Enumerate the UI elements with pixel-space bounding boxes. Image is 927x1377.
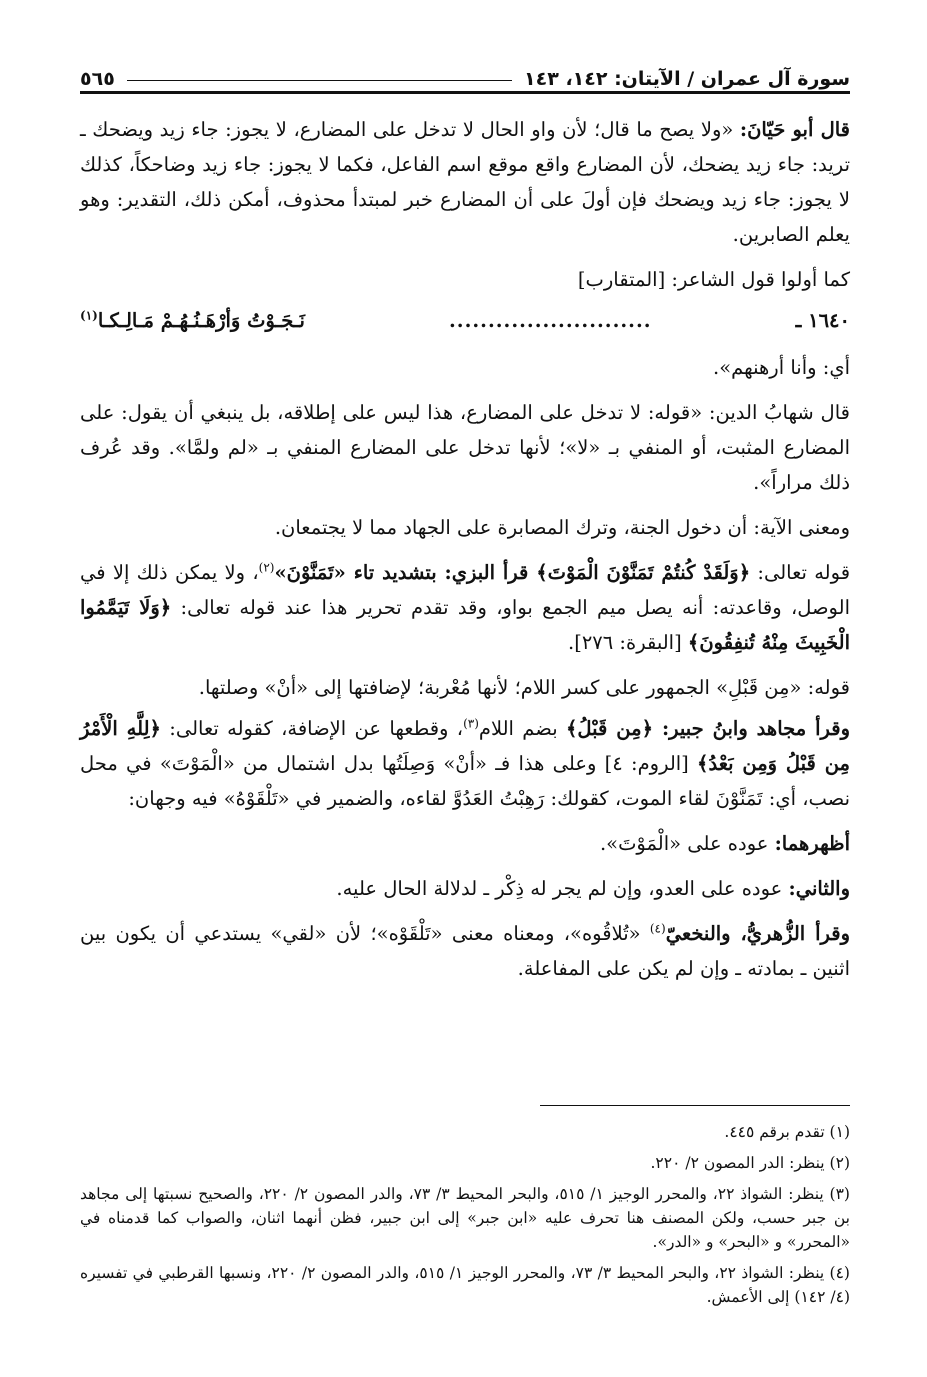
- paragraph-mujahid: [80, 711, 850, 816]
- quran-verse: ﴿وَلَقَدْ كُنتُمْ تَمَنَّوْنَ الْمَوْتَ﴾: [536, 561, 751, 584]
- quoted-word: «تَمَنَّوْنَ»: [274, 561, 354, 584]
- paragraph-shihab: قال شهابُ الدين: «قوله: لا تدخل على المضارع، هذا ليس على إطلاقه، بل ينبغي أن يقول: على المضارع المثبت، أو المنفي بـ «لا»؛ لأنها تدخل على المضارع المنفي بـ «لم ولمَّا». وقد عُرف ذلك مراراً».: [80, 401, 850, 494]
- paragraph-min-qabli: قوله: «مِن قَبْلِ» الجمهور على كسر اللام؛ لأنها مُعْربة؛ لإضافتها إلى «أنْ» وصلتها.: [198, 676, 850, 699]
- poem-verse-text: نَـجَـوْتُ وَأرْهَـنُـهُـمْ مَـالِـكـا: [97, 309, 305, 332]
- term-label: أظهرهما:: [774, 832, 850, 855]
- footnote-3: (٣) ينظر: الشواذ ٢٢، والمحرر الوجيز ١/ ٥١٥، والبحر المحيط ٣/ ٧٣، والدر المصون ٢/ ٢٢٠، والصحيح نسبتها إلى مجاهد بن جبر حسب، ولكن المصنف هنا تحرف عليه «ابن جبر» إلى ابن جبير، فظن أنهما اثنان، والصواب كما قدمناه في «المحرر» و «البحر» و «الدر».: [80, 1185, 850, 1251]
- reader-name: وقرأ الزُّهريُّ، والنخعيّ: [665, 922, 850, 945]
- quran-verse: ﴿لِلَّهِ الْأَمْرُ مِن قَبْلُ وَمِن بَعْدُ﴾: [80, 717, 851, 775]
- footnote-ref: (٢): [258, 560, 275, 575]
- paragraph-verse-meaning: ومعنى الآية: أن دخول الجنة، وترك المصابرة على الجهاد مما لا يجتمعان.: [274, 516, 850, 539]
- poem-line: [80, 303, 850, 338]
- footnote-4: (٤) ينظر: الشواذ ٢٢، والبحر المحيط ٣/ ٧٣، والمحرر الوجيز ١/ ٥١٥، والدر المصون ٢/ ٢٢٠، ونسبها القرطبي في تفسيره (٤/ ١٤٢) إلى الأعمش.: [80, 1264, 850, 1306]
- paragraph-text: [الروم: ٤] وعلى هذا فـ «أنْ» وَصِلَتُها بدل اشتمال من «الْمَوْتَ» في محل نصب، أي: تَمَنَّوْنَ لقاء الموت، كقولك: رَهِبْتُ العَدُوَّ لقاءه، والضمير في «تَلْقَوْهُ» فيه وجهان:: [80, 752, 850, 810]
- footnote-2: (٢) ينظر: الدر المصون ٢/ ٢٢٠.: [650, 1154, 850, 1172]
- footnote-1: (١) تقدم برقم ٤٤٥.: [724, 1123, 850, 1141]
- quran-verse: ﴿وَلَا تَيَمَّمُوا الْخَبِيثَ مِنْهُ تُنفِقُونَ﴾: [80, 596, 850, 654]
- term-label: والثاني:: [788, 877, 850, 900]
- main-text: [80, 112, 850, 986]
- paragraph-text: ، وقطعها عن الإضافة، كقوله تعالى:: [160, 717, 464, 740]
- footnotes: [80, 1105, 850, 1316]
- page: [80, 52, 850, 996]
- header-rule: [80, 91, 850, 94]
- poem-number: ١٦٤٠ ـ: [795, 309, 850, 332]
- paragraph-abu-hayyan: [80, 112, 850, 252]
- paragraph-zuhri: [80, 916, 850, 986]
- poem-dots: ..........................: [449, 309, 652, 332]
- paragraph-first-view: [80, 826, 850, 861]
- paragraph-second-view: [80, 871, 850, 906]
- running-header: [80, 52, 850, 90]
- speaker-name: قال أبو حَيّانَ:: [739, 118, 850, 141]
- paragraph-text: «تُلاقُوه»، ومعناه معنى «تَلْقَوْه»؛ لأن «لقي» يستدعي أن يكون بين اثنين ـ بمادته ـ وإن لم يكن على المفاعلة.: [80, 922, 850, 980]
- paragraph-text: «ولا يصح ما قال؛ لأن واو الحال لا تدخل على المضارع، لا يجوز: جاء زيد ويضحك ـ تريد: جاء زيد يضحك، لأن المضارع واقع موقع اسم الفاعل، فكما لا يجوز: جاء زيد وضاحكاً، كذلك لا يجوز: جاء زيد ويضحك فإن أولَ على أن المضارع خبر لمبتدأ محذوف، أمكن ذلك، التقدير: وهو يعلم الصابرين.: [80, 118, 850, 246]
- reader-name: وقرأ مجاهد وابنُ جبير:: [653, 717, 851, 740]
- paragraph-meaning: أي: وأنا أرهنهم».: [713, 356, 850, 379]
- quran-verse: ﴿مِن قَبْلُ﴾: [565, 717, 654, 740]
- footnote-ref: (١): [80, 308, 98, 323]
- poem-verse: [80, 303, 305, 338]
- footnote-rule: [540, 1105, 850, 1106]
- paragraph-poet-intro: كما أولوا قول الشاعر: [المتقارب]: [577, 268, 850, 291]
- footnote-ref: (٣): [463, 716, 479, 731]
- paragraph-text: بضم اللام: [478, 717, 566, 740]
- page-number: ٥٦٥: [80, 68, 115, 90]
- header-title: سورة آل عمران / الآيتان: ١٤٢، ١٤٣: [524, 68, 850, 90]
- paragraph-text: ، ولا يمكن ذلك إلا في الوصل، وقاعدته: أنه يصل ميم الجمع بواو، وقد تقدم تحرير هذا عند قوله تعالى:: [80, 561, 850, 619]
- footnote-ref: (٤): [649, 921, 666, 936]
- header-line: [127, 80, 512, 81]
- reader-note: قرأ البزي: بتشديد تاء: [353, 561, 537, 584]
- paragraph-text: قوله تعالى:: [750, 561, 851, 584]
- paragraph-text: عوده على العدو، وإن لم يجر له ذِكْر ـ لدلالة الحال عليه.: [336, 877, 789, 900]
- paragraph-text: [البقرة: ٢٧٦].: [568, 631, 688, 654]
- paragraph-tamannawn: [80, 555, 850, 660]
- paragraph-text: عوده على «الْمَوْتَ».: [599, 832, 775, 855]
